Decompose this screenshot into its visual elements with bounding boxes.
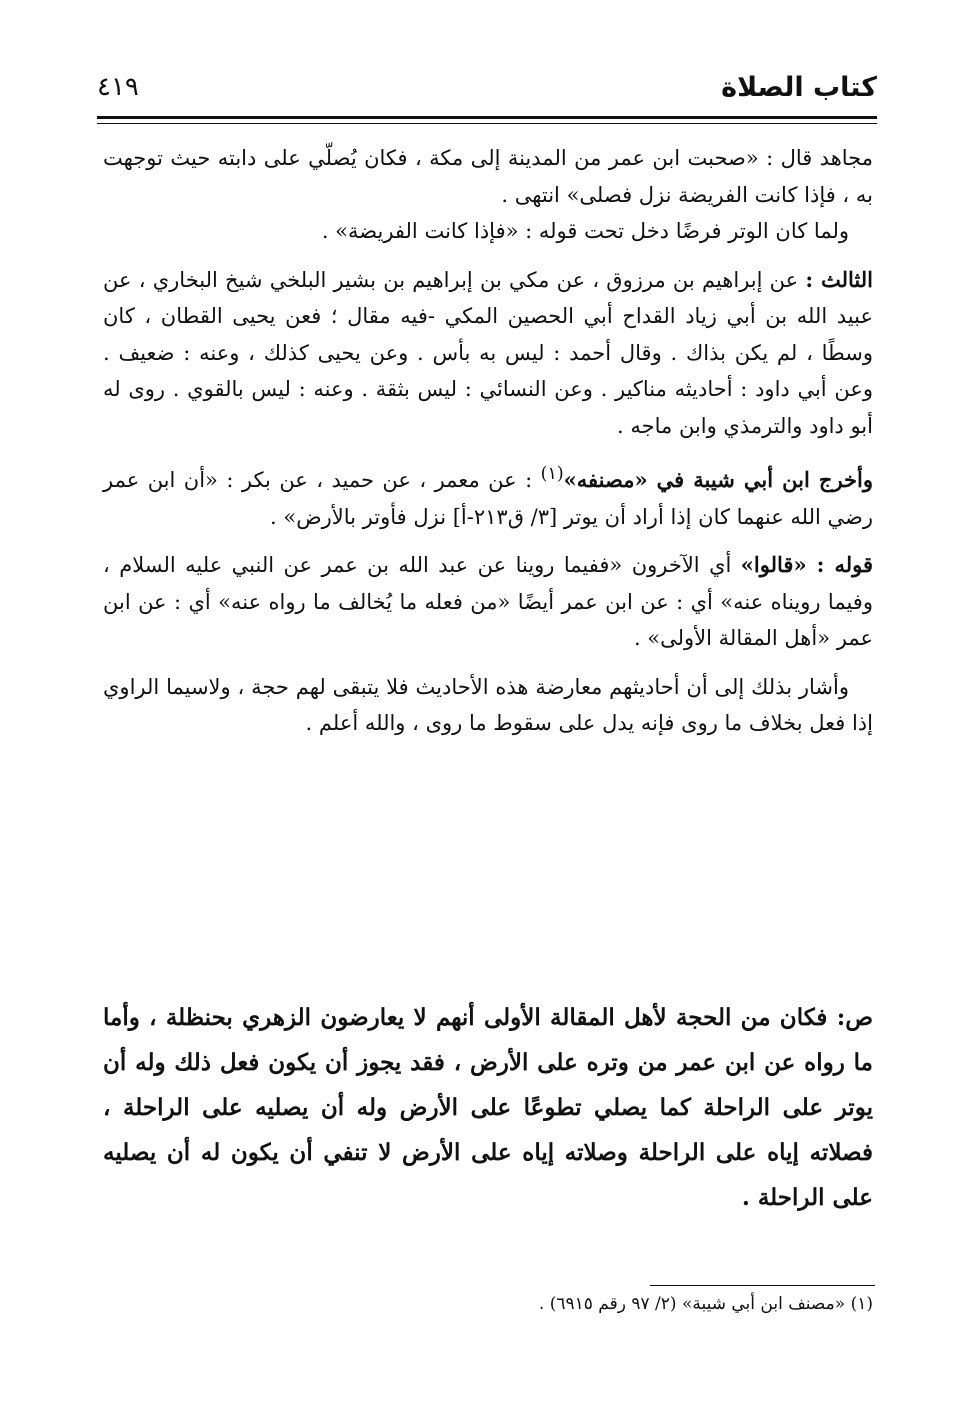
- page-header: [97, 72, 877, 112]
- commentary-text: [103, 140, 873, 742]
- matn-text: ص: فكان من الحجة لأهل المقالة الأولى أنهم لا يعارضون الزهري بحنظلة ، وأما ما رواه عن ابن عمر من وتره على الأرض ، فقد يجوز أن يكون فعل ذلك وله أن يوتر على الراحلة كما يصلي تطوعًا على الأرض وله أن يصليه على الراحلة ، فصلاته إياه على الراحلة وصلاته إياه على الأرض لا تنفي أن يكون له أن يصليه على الراحلة .: [103, 1004, 873, 1211]
- footnote: (١) «مصنف ابن أبي شيبة» (٢/ ٩٧ رقم ٦٩١٥) .: [538, 1294, 873, 1314]
- paragraph-text: عن إبراهيم بن مرزوق ، عن مكي بن إبراهيم بن بشير البلخي شيخ البخاري ، عن عبيد الله بن أبي زياد القداح أبي الحصين المكي -فيه مقال ؛ فعن يحيى القطان ، كان وسطًا ، لم يكن بذاك . وقال أحمد : ليس به بأس . وعن يحيى كذلك ، وعنه : ضعيف . وعن أبي داود : أحاديثه مناكير . وعن النسائي : ليس بثقة . وعنه : ليس بالقوي . روى له أبو داود والترمذي وابن ماجه .: [103, 267, 873, 438]
- paragraph: مجاهد قال : «صحبت ابن عمر من المدينة إلى مكة ، فكان يُصلّي على دابته حيث توجهت به ، فإذا كانت الفريضة نزل فصلى» انتهى .: [103, 146, 873, 207]
- header-rule-thin: [97, 123, 877, 124]
- header-rule-thick: [97, 116, 877, 119]
- paragraph: [103, 262, 873, 445]
- paragraph-lead: وأخرج ابن أبي شيبة في «مصنفه»: [563, 467, 873, 492]
- paragraph: وأشار بذلك إلى أن أحاديثهم معارضة هذه الأحاديث فلا يتبقى لهم حجة ، ولاسيما الراوي إذا فعل بخلاف ما روى فإنه يدل على سقوط ما روى ، والله أعلم .: [103, 674, 873, 735]
- paragraph-text: : عن معمر ، عن حميد ، عن بكر : «أن ابن عمر رضي الله عنهما كان إذا أراد أن يوتر [٣/ ق٢١٣-أ] نزل فأوتر بالأرض» .: [103, 468, 873, 529]
- page-number: ٤١٩: [97, 72, 139, 102]
- paragraph: [103, 456, 873, 535]
- paragraph: [103, 547, 873, 657]
- footnote-ref[interactable]: (١): [540, 464, 564, 484]
- paragraph-text: أي الآخرون «ففيما روينا عن عبد الله بن عمر عن النبي عليه السلام ، وفيما رويناه عنه» أي : عن ابن عمر أيضًا «من فعله ما يُخالف ما رواه عنه» أي : عن ابن عمر «أهل المقالة الأولى» .: [103, 553, 873, 650]
- paragraph: ولما كان الوتر فرضًا دخل تحت قوله : «فإذا كانت الفريضة» .: [321, 219, 849, 243]
- paragraph-lead: الثالث :: [805, 266, 873, 292]
- footnote-rule: [650, 1285, 875, 1286]
- running-title: كتاب الصلاة: [721, 72, 877, 103]
- paragraph-lead: قوله : «قالوا»: [740, 552, 874, 577]
